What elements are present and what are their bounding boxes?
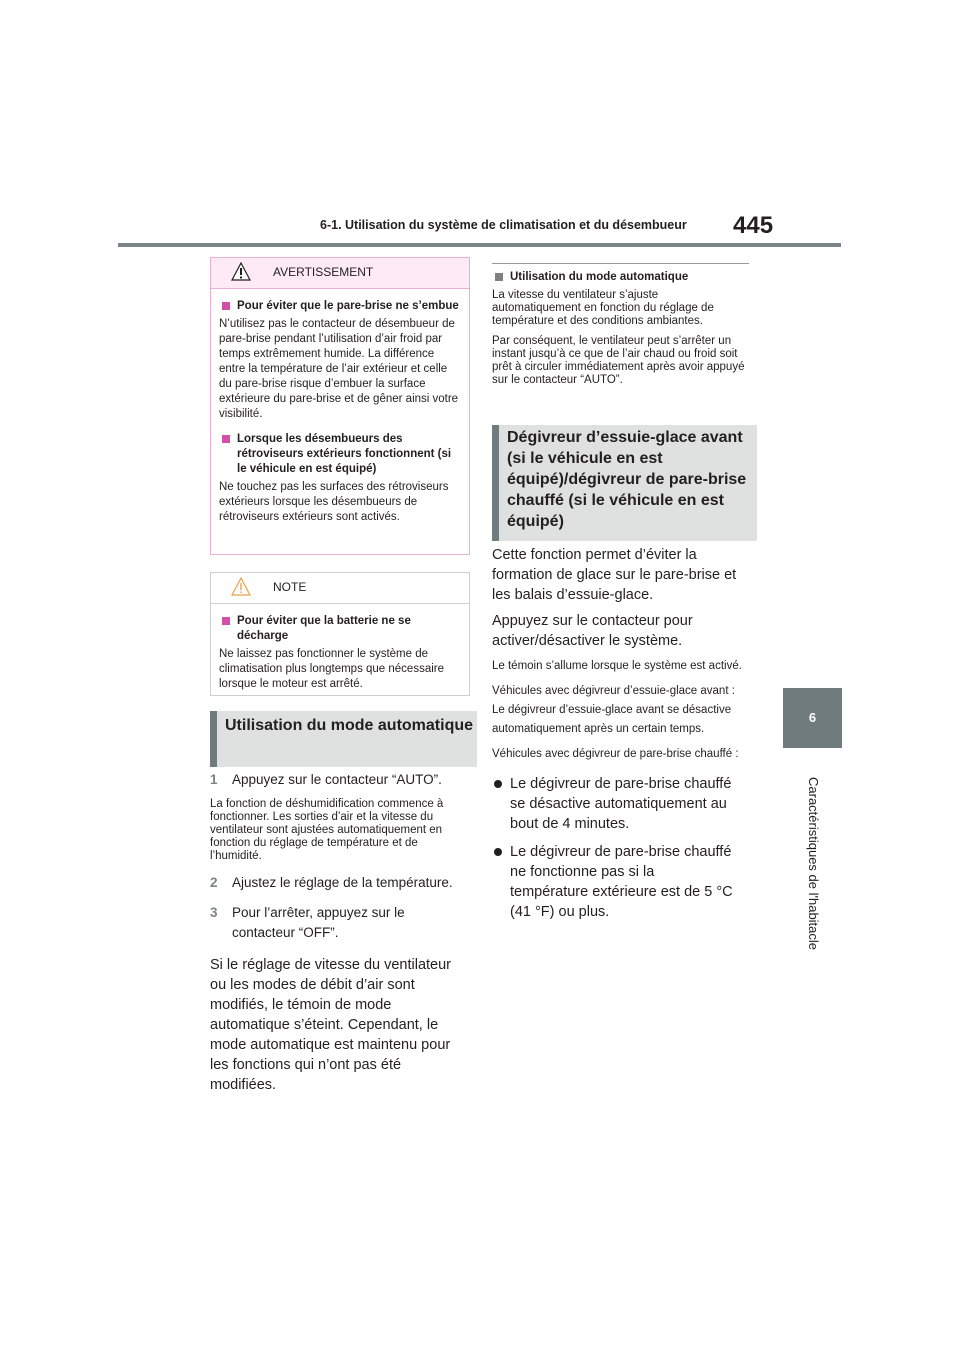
defogger-note-1: Le témoin s’allume lorsque le système est activé. (492, 660, 742, 672)
defogger-note-3: Véhicules avec dégivreur de pare-brise chauffé : (492, 748, 739, 760)
note-box-header (211, 573, 469, 604)
auto-mode-closing-paragraph: Si le réglage de vitesse du ventilateur ou les modes de débit d’air sont modifiés, le témoin de mode automatique s’éteint. Cependant, le mode automatique est maintenu pour les fonctions qui n’ont pas été modifiées. (210, 957, 452, 1093)
note-item-text: Ne laissez pas fonctionner le système de climatisation plus longtemps que nécessaire lorsque le moteur est arrêté. (219, 648, 445, 690)
square-bullet-icon (495, 273, 503, 281)
caution-triangle-icon (231, 577, 251, 597)
step-number: 2 (210, 875, 218, 890)
warning-item-text: Ne touchez pas les surfaces des rétroviseurs extérieurs lorsque les désembueurs de rétroviseurs extérieurs sont activés. (219, 481, 449, 523)
warning-item-heading: Pour éviter que le pare-brise ne s’embue (219, 299, 461, 314)
square-bullet-icon (222, 617, 230, 625)
defogger-p2: Appuyez sur le contacteur pour activer/désactiver le système. (492, 613, 693, 649)
bullet-dot-icon (494, 848, 502, 856)
step-number: 3 (210, 905, 218, 920)
step-1-detail: La fonction de déshumidification commence à fonctionner. Les sorties d’air et la vitesse du ventilateur sont ajustées automatiquement en fonction du réglage de température et de l’humidité. (210, 798, 444, 862)
warning-box-title: AVERTISSEMENT (273, 265, 374, 279)
section-title: 6-1. Utilisation du système de climatisation et du désembueur (320, 218, 687, 232)
page-number: 445 (733, 212, 774, 239)
square-bullet-icon (222, 302, 230, 310)
defogger-bullet: Le dégivreur de pare-brise chauffé se désactive automatiquement au bout de 4 minutes. (492, 774, 735, 834)
square-bullet-icon (222, 435, 230, 443)
section-heading-defogger: Dégivreur d’essuie-glace avant (si le véhicule en est équipé)/dégivreur de pare-brise chauffé (si le véhicule en est équipé) (492, 425, 757, 541)
auto-mode-note-p2: Par conséquent, le ventilateur peut s’arrêter un instant jusqu’à ce que de l’air chaud ou froid soit prêt à circuler immédiatement après avoir appuyé sur le contacteur “AUTO”. (492, 335, 745, 386)
auto-mode-steps (210, 770, 468, 1095)
header-rule (118, 243, 841, 247)
step-2: 2 Ajustez le réglage de la température. (210, 873, 464, 893)
step-3: 3 Pour l’arrêter, appuyez sur le contacteur “OFF”. (210, 905, 405, 940)
defogger-note-2: Véhicules avec dégivreur d’essuie-glace avant : Le dégivreur d’essuie-glace avant se désactive automatiquement après un certain temps. (492, 685, 735, 735)
section-heading-auto-mode: Utilisation du mode automatique (210, 711, 477, 767)
auto-mode-note-p1: La vitesse du ventilateur s’ajuste automatiquement en fonction du réglage de température et des conditions ambiantes. (492, 289, 714, 327)
warning-box (210, 257, 470, 555)
warning-item-heading: Lorsque les désembueurs des rétroviseurs extérieurs fonctionnent (si le véhicule en est équipé) (219, 432, 461, 477)
note-box (210, 572, 470, 696)
chapter-label: Caractéristiques de l'habitacle (806, 777, 821, 951)
defogger-p1: Cette fonction permet d’éviter la formation de glace sur le pare-brise et les balais d’essuie-glace. (492, 547, 737, 603)
step-1: 1 Appuyez sur le contacteur “AUTO”. (210, 770, 468, 790)
warning-box-header (211, 258, 469, 289)
defogger-body (492, 545, 749, 922)
defogger-bullet: Le dégivreur de pare-brise chauffé ne fonctionne pas si la température extérieure est de 5 °C (41 °F) ou plus. (492, 842, 735, 922)
auto-mode-note-heading: Utilisation du mode automatique (492, 270, 749, 285)
note-item-heading: Pour éviter que la batterie ne se décharge (219, 614, 461, 644)
auto-mode-note-rule (492, 263, 749, 264)
step-number: 1 (210, 772, 218, 787)
auto-mode-note (492, 268, 749, 387)
chapter-tab: 6 (783, 688, 842, 748)
bullet-dot-icon (494, 780, 502, 788)
warning-item-text: N’utilisez pas le contacteur de désembueur de pare-brise pendant l’utilisation d’air froid par temps extrêmement humide. La différence entre la température de l’air extérieur et celle du pare-brise risque d’embuer la surface extérieure du pare-brise et de gêner ainsi votre visibilité. (219, 318, 459, 420)
warning-triangle-icon (231, 262, 251, 282)
note-box-title: NOTE (273, 580, 307, 594)
